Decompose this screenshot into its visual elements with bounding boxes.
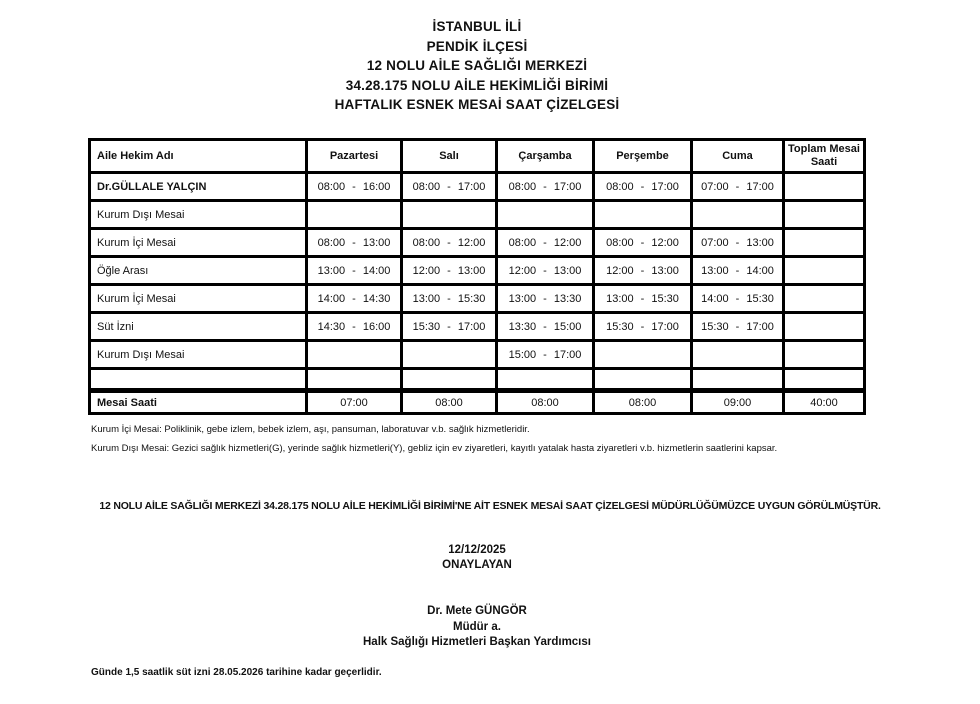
- table-cell: 13:30 - 15:00: [497, 313, 594, 341]
- table-cell: 14:30 - 16:00: [307, 313, 402, 341]
- header-wednesday: Çarşamba: [497, 140, 594, 173]
- title-district: PENDİK İLÇESİ: [426, 38, 528, 54]
- approver-label: ONAYLAYAN: [442, 558, 512, 571]
- table-cell: [692, 369, 784, 391]
- table-cell: 15:30 - 17:00: [594, 313, 692, 341]
- weekly-schedule-table: [88, 138, 866, 415]
- table-cell: 14:00 - 15:30: [692, 285, 784, 313]
- table-cell: 13:00 - 14:00: [307, 257, 402, 285]
- table-row-onsite-2: [90, 285, 865, 313]
- header-thursday: Perşembe: [594, 140, 692, 173]
- table-cell: [784, 173, 865, 201]
- total-cell: 07:00: [307, 391, 402, 414]
- signer-title: Halk Sağlığı Hizmetleri Başkan Yardımcısı: [363, 636, 591, 648]
- table-cell: 08:00 - 17:00: [594, 173, 692, 201]
- table-cell: [594, 341, 692, 369]
- table-cell: [402, 341, 497, 369]
- table-cell: 14:00 - 14:30: [307, 285, 402, 313]
- table-cell: [784, 201, 865, 229]
- header-total-hours: Toplam Mesai Saati: [784, 140, 865, 173]
- table-cell: 08:00 - 12:00: [497, 229, 594, 257]
- table-cell: 07:00 - 13:00: [692, 229, 784, 257]
- total-cell: 09:00: [692, 391, 784, 414]
- title-schedule: HAFTALIK ESNEK MESAİ SAAT ÇİZELGESİ: [334, 97, 620, 113]
- table-cell: [784, 369, 865, 391]
- total-cell: 08:00: [402, 391, 497, 414]
- table-cell: 13:00 - 13:30: [497, 285, 594, 313]
- table-cell: 13:00 - 14:00: [692, 257, 784, 285]
- table-cell: 08:00 - 12:00: [402, 229, 497, 257]
- table-row-onsite-1: [90, 229, 865, 257]
- row-label: Öğle Arası: [90, 257, 307, 285]
- table-cell: [784, 341, 865, 369]
- header-doctor-name: Aile Hekim Adı: [90, 140, 307, 173]
- footnotes: [91, 420, 960, 458]
- table-row-total-hours: [90, 391, 865, 414]
- table-cell: 15:30 - 17:00: [402, 313, 497, 341]
- table-cell: [402, 369, 497, 391]
- table-cell: [402, 201, 497, 229]
- header-tuesday: Salı: [402, 140, 497, 173]
- document-title-block: [0, 17, 954, 115]
- table-cell: [307, 201, 402, 229]
- table-cell: 08:00 - 13:00: [307, 229, 402, 257]
- table-cell: [307, 341, 402, 369]
- row-label: [90, 369, 307, 391]
- row-label: Mesai Saati: [90, 391, 307, 414]
- table-cell: 15:30 - 17:00: [692, 313, 784, 341]
- table-cell: 08:00 - 17:00: [402, 173, 497, 201]
- title-province: İSTANBUL İLİ: [432, 19, 522, 34]
- total-cell: 40:00: [784, 391, 865, 414]
- table-cell: [692, 341, 784, 369]
- table-cell: 12:00 - 13:00: [402, 257, 497, 285]
- table-cell: 07:00 - 17:00: [692, 173, 784, 201]
- title-health-center: 12 NOLU AİLE SAĞLIĞI MERKEZİ: [366, 58, 588, 74]
- table-cell: 12:00 - 13:00: [497, 257, 594, 285]
- approval-date: 12/12/2025: [448, 544, 506, 556]
- table-row-doctor: [90, 173, 865, 201]
- title-unit: 34.28.175 NOLU AİLE HEKİMLİĞİ BİRİMİ: [345, 77, 609, 93]
- table-header-row: [90, 140, 865, 173]
- signature-block: [0, 604, 954, 651]
- table-row-offsite-1: [90, 201, 865, 229]
- header-monday: Pazartesi: [307, 140, 402, 173]
- table-cell: 08:00 - 17:00: [497, 173, 594, 201]
- table-cell: [594, 369, 692, 391]
- row-label: Kurum Dışı Mesai: [90, 201, 307, 229]
- table-cell: [784, 229, 865, 257]
- table-cell: [784, 285, 865, 313]
- table-row-lunch: [90, 257, 865, 285]
- table-cell: [497, 369, 594, 391]
- signer-role: Müdür a.: [453, 620, 501, 633]
- total-cell: 08:00: [497, 391, 594, 414]
- header-friday: Cuma: [692, 140, 784, 173]
- nursing-leave-validity-note: Günde 1,5 saatlik süt izni 28.05.2026 tarihine kadar geçerlidir.: [91, 667, 382, 678]
- footnote-onsite-definition: Kurum İçi Mesai: Poliklinik, gebe izlem, bebek izlem, aşı, pansuman, laboratuvar v.b. sağlık hizmetleridir.: [91, 424, 530, 435]
- approval-block: [0, 543, 954, 572]
- table-row-nursing-leave: [90, 313, 865, 341]
- row-label: Kurum İçi Mesai: [90, 285, 307, 313]
- footnote-offsite-definition: Kurum Dışı Mesai: Gezici sağlık hizmetleri(G), yerinde sağlık hizmetleri(Y), gebliz için ev ziyaretleri, kayıtlı yatalak hasta ziyaretleri v.b. hizmetlerin saatlerini kapsar.: [91, 443, 778, 454]
- row-label: Dr.GÜLLALE YALÇIN: [90, 173, 307, 201]
- approval-statement: 12 NOLU AİLE SAĞLIĞI MERKEZİ 34.28.175 NOLU AİLE HEKİMLİĞİ BİRİMİ'NE AİT ESNEK MESAİ SAAT ÇİZELGESİ MÜDÜRLÜĞÜMÜZCE UYGUN GÖRÜLMÜŞTÜR.: [99, 500, 881, 512]
- table-cell: [692, 201, 784, 229]
- table-cell: 15:00 - 17:00: [497, 341, 594, 369]
- table-cell: 13:00 - 15:30: [594, 285, 692, 313]
- row-label: Kurum Dışı Mesai: [90, 341, 307, 369]
- table-cell: [784, 313, 865, 341]
- row-label: Kurum İçi Mesai: [90, 229, 307, 257]
- table-row-offsite-2: [90, 341, 865, 369]
- table-cell: 13:00 - 15:30: [402, 285, 497, 313]
- table-cell: 08:00 - 16:00: [307, 173, 402, 201]
- table-cell: [497, 201, 594, 229]
- table-row-blank: [90, 369, 865, 391]
- table-cell: 12:00 - 13:00: [594, 257, 692, 285]
- total-cell: 08:00: [594, 391, 692, 414]
- table-cell: [594, 201, 692, 229]
- signer-name: Dr. Mete GÜNGÖR: [427, 605, 527, 617]
- table-cell: [307, 369, 402, 391]
- table-cell: 08:00 - 12:00: [594, 229, 692, 257]
- row-label: Süt İzni: [90, 313, 307, 341]
- table-cell: [784, 257, 865, 285]
